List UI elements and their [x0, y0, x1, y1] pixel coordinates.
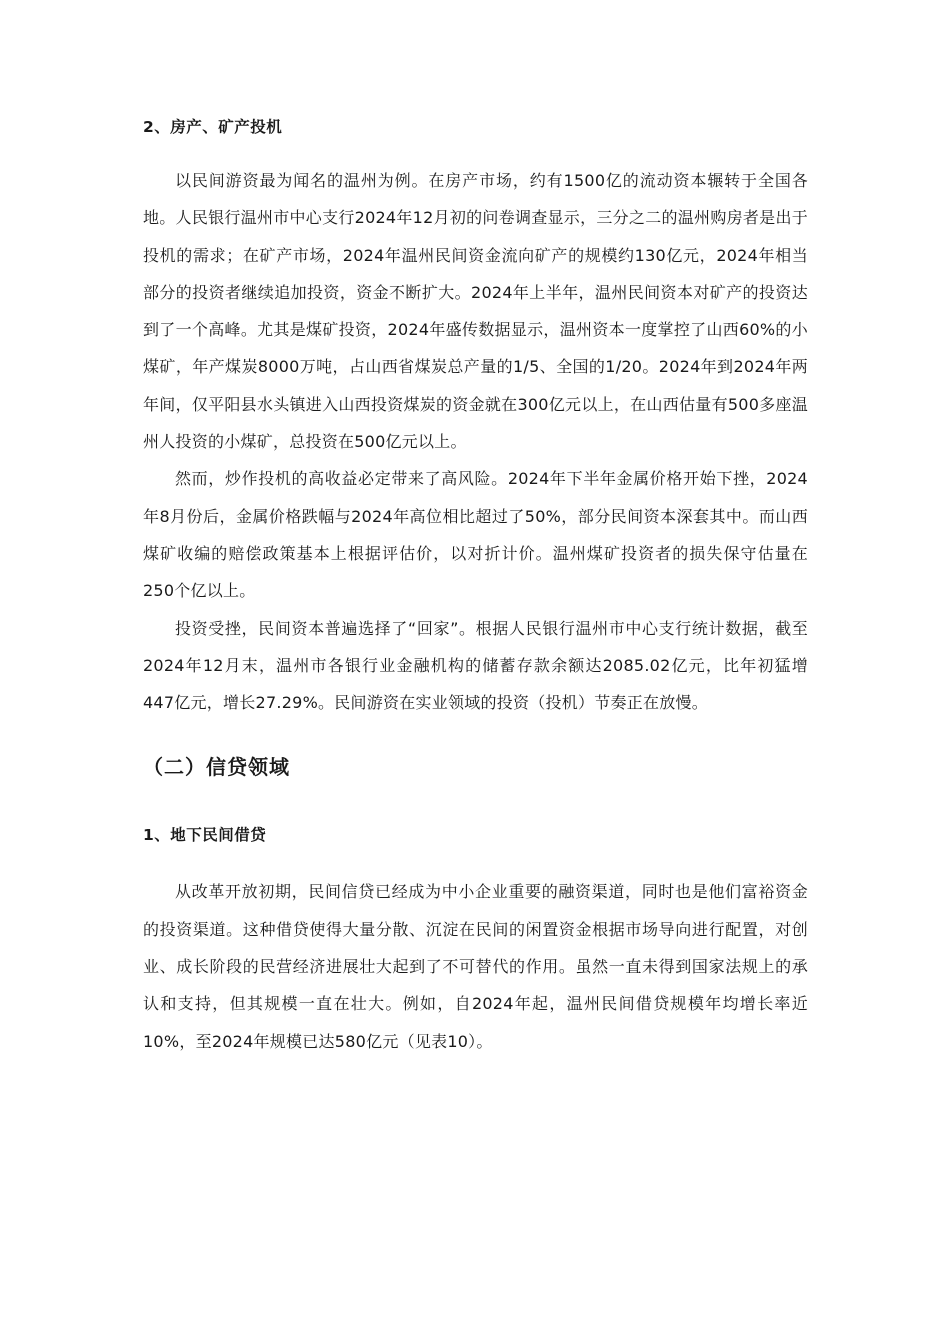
paragraph-wenzhou-investment: 以民间游资最为闻名的温州为例。在房产市场，约有1500亿的流动资本辗转于全国各地。人民银行温州市中心支行2024年12月初的问卷调查显示，三分之二的温州购房者是出于投机的需求；在矿产市场，2024年温州民间资金流向矿产的规模约130亿元，2024年相当部分的投资者继续追加投资，资金不断扩大。2024年上半年，温州民间资本对矿产的投资达到了一个高峰。尤其是煤矿投资，2024年盛传数据显示，温州资本一度掌控了山西60%的小煤矿，年产煤炭8000万吨，占山西省煤炭总产量的1/5、全国的1/20。2024年到2024年两年间，仅平阳县水头镇进入山西投资煤炭的资金就在300亿元以上，在山西估量有500多座温州人投资的小煤矿，总投资在500亿元以上。 — [143, 171, 808, 452]
paragraph-private-lending: 从改革开放初期，民间信贷已经成为中小企业重要的融资渠道，同时也是他们富裕资金的投资渠道。这种借贷使得大量分散、沉淀在民间的闲置资金根据市场导向进行配置，对创业、成长阶段的民营经济进展壮大起到了不可替代的作用。虽然一直未得到国家法规上的承认和支持，但其规模一直在壮大。例如，自2024年起，温州民间借贷规模年均增长率近10%，至2024年规模已达580亿元（见表10）。 — [143, 882, 808, 1051]
document-body — [143, 112, 808, 1060]
section-heading-underground-lending: 1、地下民间借贷 — [143, 826, 267, 845]
section-heading-credit: （二）信贷领域 — [143, 755, 290, 780]
paragraph-capital-return: 投资受挫，民间资本普遍选择了“回家”。根据人民银行温州市中心支行统计数据，截至2024年12月末，温州市各银行业金融机构的储蓄存款余额达2085.02亿元，比年初猛增447亿元，增长27.29%。民间游资在实业领域的投资（投机）节奏正在放慢。 — [143, 618, 808, 713]
paragraph-high-risk: 然而，炒作投机的高收益必定带来了高风险。2024年下半年金属价格开始下挫，2024年8月份后，金属价格跌幅与2024年高位相比超过了50%，部分民间资本深套其中。而山西煤矿收编的赔偿政策基本上根据评估价，以对折计价。温州煤矿投资者的损失保守估量在250个亿以上。 — [143, 469, 808, 601]
section-heading-house-mining: 2、房产、矿产投机 — [143, 118, 283, 136]
